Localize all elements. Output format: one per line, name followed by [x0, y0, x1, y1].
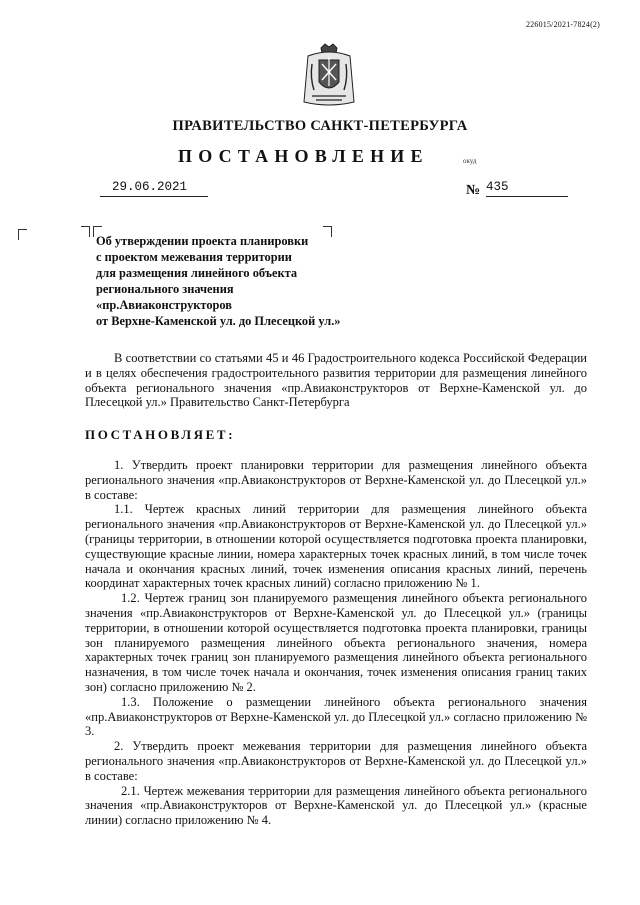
decree-number: 435 [486, 180, 509, 194]
okud-label: окуд [463, 157, 477, 165]
number-underline [486, 196, 568, 197]
subject-line: для размещения линейного объекта [96, 265, 298, 280]
subject-line: «пр.Авиаконструкторов [96, 297, 232, 312]
subject-line: Об утверждении проекта планировки [96, 234, 309, 248]
corner-mark-left [18, 229, 27, 240]
paragraph-2: 2. Утвердить проект межевания территории для размещения линейного объекта регионального значения «пр.Авиаконструкторов от Верхне-Каменской ул. до Плесецкой ул.» в составе: [85, 739, 587, 783]
coat-of-arms-icon [298, 42, 360, 112]
number-sign: № [466, 183, 481, 198]
subject-line: с проектом межевания территории [96, 249, 292, 264]
preamble [85, 351, 587, 410]
paragraph-1-1: 1.1. Чертеж красных линий территории для размещения линейного объекта регионального значения «пр.Авиаконструкторов от Верхне-Каменской ул. до Плесецкой ул.» (границы территории, в отношении которой осуществляется подготовка проекта планировки, существующие красные линии, номера характерных точек красных линий, в том числе точек начала и окончания красных линий, точек изменения описания красных линий, перечень координат характерных точек красных линий) согласно приложению № 1. [85, 502, 587, 591]
decree-date: 29.06.2021 [112, 180, 188, 194]
paragraph-1-2: 1.2. Чертеж границ зон планируемого размещения линейного объекта регионального значения «пр.Авиаконструкторов от Верхне-Каменской ул. до Плесецкой ул.» (границы территории, в отношении которой осуществляется подготовка проекта планировки, границы зон планируемого размещения линейного объекта регионального значения, номера характерных точек границ зон планируемого размещения линейного объекта регионального назначения, в том числе точек начала и окончания, точек изменения описания границ таких зон) согласно приложению № 2. [85, 591, 587, 694]
corner-mark-subject-left-close [81, 226, 90, 237]
decree-body [85, 458, 587, 828]
decree-subject [96, 234, 341, 329]
decree-title: ПОСТАНОВЛЕНИЕ [178, 146, 429, 166]
subject-line: от Верхне-Каменской ул. до Плесецкой ул.» [96, 313, 341, 328]
paragraph-1-3: 1.3. Положение о размещении линейного объекта регионального значения «пр.Авиаконструкторов от Верхне-Каменской ул. до Плесецкой ул.» согласно приложению № 3. [85, 694, 587, 739]
government-title: ПРАВИТЕЛЬСТВО САНКТ-ПЕТЕРБУРГА [172, 118, 468, 134]
paragraph-1: 1. Утвердить проект планировки территории для размещения линейного объекта регионального значения «пр.Авиаконструкторов от Верхне-Каменской ул. до Плесецкой ул.» в составе: [85, 458, 587, 502]
paragraph-2-1: 2.1. Чертеж межевания территории для размещения линейного объекта регионального значения «пр.Авиаконструкторов от Верхне-Каменской ул. до Плесецкой ул.» (красные линии) согласно приложению № 4. [85, 783, 587, 828]
document-registration-number: 226015/2021-7824(2) [525, 20, 600, 29]
preamble-text: В соответствии со статьями 45 и 46 Градостроительного кодекса Российской Федерации и в целях обеспечения градостроительного развития территории для размещения линейного объекта регионального значения «пр.Авиаконструкторов от Верхне-Каменской ул. до Плесецкой ул.» Правительство Санкт-Петербурга [85, 351, 587, 410]
date-underline [100, 196, 208, 197]
subject-line: регионального значения [96, 281, 234, 296]
resolves-heading: ПОСТАНОВЛЯЕТ: [85, 427, 236, 442]
